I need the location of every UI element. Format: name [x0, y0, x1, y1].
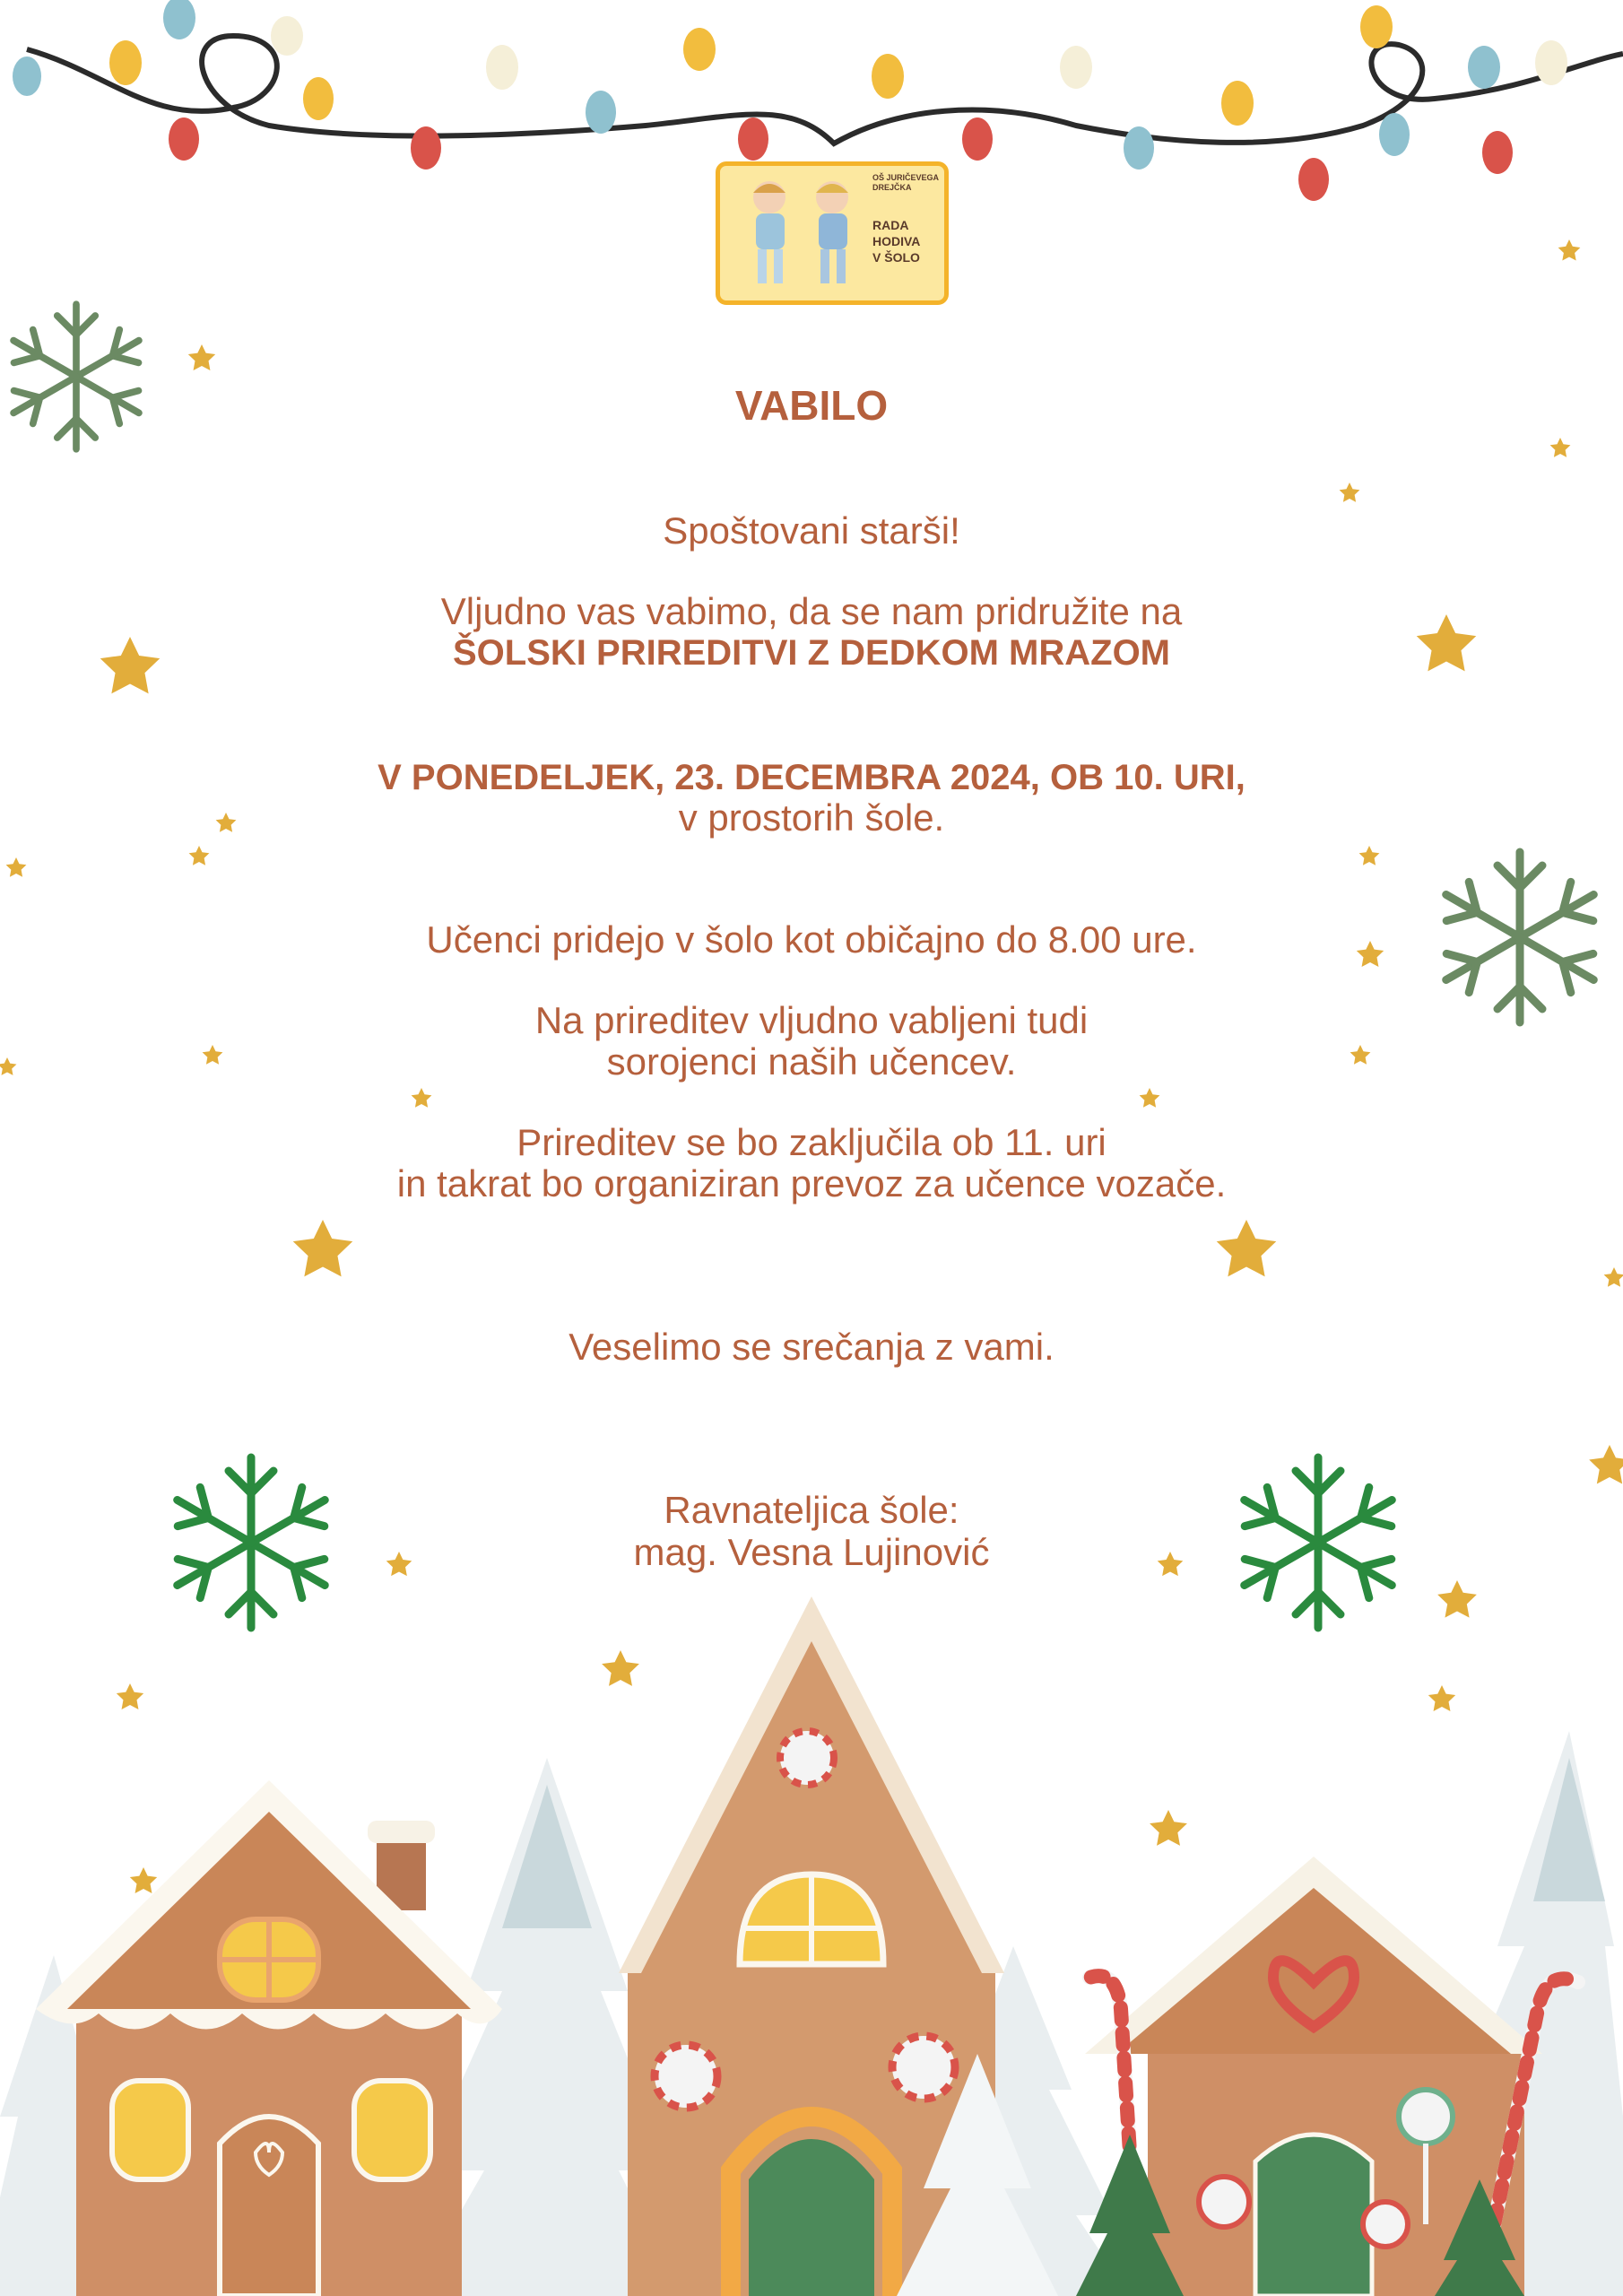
end-line-2: in takrat bo organiziran prevoz za učence vozače. [396, 1162, 1227, 1205]
event-name: ŠOLSKI PRIREDITVI Z DEDKOM MRAZOM [453, 633, 1170, 673]
star-icon [1140, 1088, 1160, 1108]
star-icon [1550, 438, 1571, 457]
logo-school-line1: OŠ JURIČEVEGA [872, 173, 940, 182]
closing-line: Veselimo se srečanja z vami. [568, 1326, 1055, 1368]
invite-line: Vljudno vas vabimo, da se nam pridružite na [440, 590, 1183, 632]
gingerbread-house-icon [36, 1780, 502, 2296]
invitation-title: VABILO [734, 382, 889, 429]
star-icon [1217, 1220, 1277, 1276]
star-icon [1604, 1267, 1623, 1287]
siblings-line-1: Na prireditev vljudno vabljeni tudi [534, 999, 1089, 1041]
end-line-1: Prireditev se bo zaključila ob 11. uri [516, 1121, 1107, 1163]
star-icon [6, 857, 27, 877]
gingerbread-house-icon [619, 1596, 1004, 2296]
star-icon [1589, 1445, 1623, 1483]
star-icon [1340, 483, 1360, 502]
star-icon [293, 1220, 353, 1276]
star-icon [1558, 239, 1581, 261]
logo-slogan-line1: RADA [872, 218, 909, 232]
logo-slogan-line3: V ŠOLO [872, 250, 920, 265]
date-line: V PONEDELJEK, 23. DECEMBRA 2024, OB 10. URI, [378, 758, 1245, 797]
siblings-line-2: sorojenci naših učencev. [606, 1040, 1017, 1083]
star-icon [189, 846, 210, 865]
arrival-line: Učenci pridejo v šolo kot običajno do 8.00 ure. [426, 918, 1197, 961]
logo-slogan-line2: HODIVA [872, 234, 921, 248]
logo-school-line2: DREJČKA [872, 183, 912, 192]
star-icon [1359, 846, 1380, 865]
greeting: Spoštovani starši! [663, 509, 960, 552]
place-line: v prostorih šole. [678, 796, 945, 839]
signature-role: Ravnateljica šole: [664, 1489, 959, 1531]
star-icon [412, 1088, 432, 1108]
star-icon [188, 344, 215, 370]
gingerbread-village [0, 1596, 1623, 2296]
signature-name: mag. Vesna Lujinović [633, 1531, 990, 1573]
